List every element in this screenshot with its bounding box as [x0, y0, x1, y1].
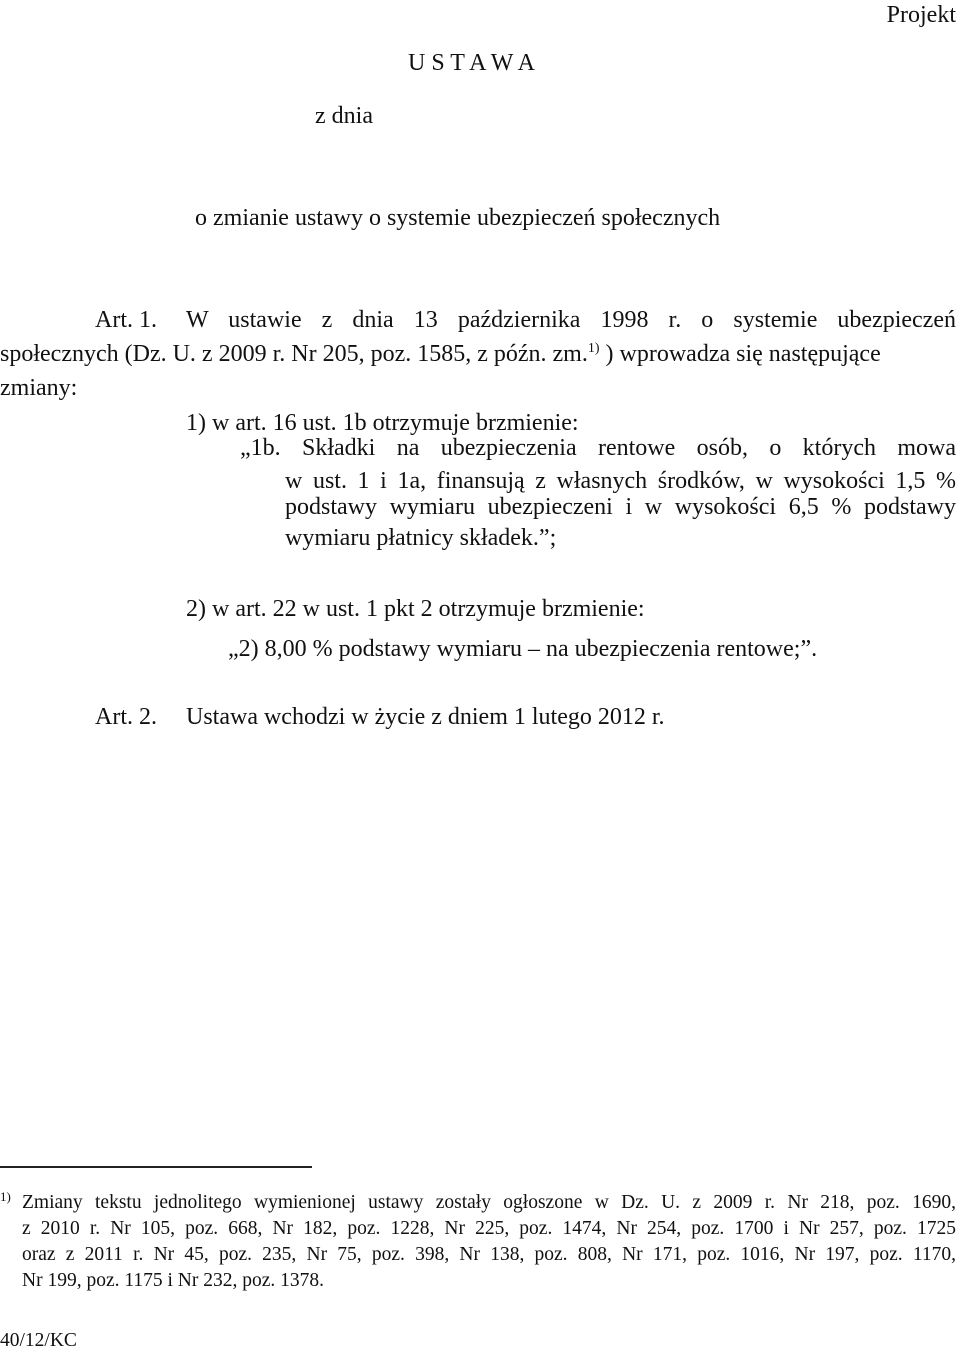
art1-line1 — [186, 305, 956, 335]
footnote-line1 — [22, 1190, 956, 1216]
art1-line2-text: społecznych (Dz. U. z 2009 r. Nr 205, poz. 1585, z późn. zm. — [0, 341, 588, 367]
art2-text: Ustawa wchodzi w życie z dniem 1 lutego 2012 r. — [186, 704, 665, 730]
art1-line2-after: ) wprowadza się następujące — [599, 341, 881, 367]
item1-intro: 1) w art. 16 ust. 1b otrzymuje brzmienie: — [186, 410, 579, 436]
art1-line3: zmiany: — [0, 375, 78, 401]
item2-intro: 2) w art. 22 w ust. 1 pkt 2 otrzymuje brzmienie: — [186, 596, 645, 622]
item1-quote-line1 — [240, 433, 956, 463]
footnote-rule — [0, 1166, 312, 1168]
footnote-marker: 1) — [0, 1189, 11, 1204]
art1-label: Art. 1. — [95, 307, 157, 333]
item1-quote-line2-text: w ust. 1 i 1a, finansują z własnych środków, w wysokości 1,5 % — [285, 468, 956, 494]
footnote-line2-text: z 2010 r. Nr 105, poz. 668, Nr 182, poz. 1228, Nr 225, poz. 1474, Nr 254, poz. 1700 i Nr 257, poz. 1725 — [22, 1218, 956, 1239]
footnote-ref[interactable]: 1) — [587, 341, 600, 356]
act-title: o zmianie ustawy o systemie ubezpieczeń społecznych — [195, 205, 721, 231]
item2-quote: „2) 8,00 % podstawy wymiaru – na ubezpieczenia rentowe;”. — [228, 636, 818, 662]
art1-line1-text: W ustawie z dnia 13 października 1998 r. o systemie ubezpieczeń — [186, 307, 956, 333]
act-heading: U S T A W A — [408, 50, 535, 76]
footnote-line2 — [22, 1216, 956, 1242]
art2-label: Art. 2. — [95, 704, 157, 730]
item1-quote-line3 — [285, 492, 956, 522]
footnote-line1-text: Zmiany tekstu jednolitego wymienionej ustawy zostały ogłoszone w Dz. U. z 2009 r. Nr 218, poz. 1690, — [22, 1192, 956, 1213]
item1-quote-line4: wymiaru płatnicy składek.”; — [285, 525, 557, 551]
item1-quote-line3-text: podstawy wymiaru ubezpieczeni i w wysokości 6,5 % podstawy — [285, 494, 956, 520]
footnote-line3 — [22, 1242, 956, 1268]
item1-quote-line1-text: „1b. Składki na ubezpieczenia rentowe osób, o których mowa — [240, 435, 956, 461]
document-code: 40/12/KC — [0, 1330, 77, 1351]
footnote-line4: Nr 199, poz. 1175 i Nr 232, poz. 1378. — [22, 1270, 325, 1291]
draft-label: Projekt — [886, 2, 956, 28]
footnote-line3-text: oraz z 2011 r. Nr 45, poz. 235, Nr 75, poz. 398, Nr 138, poz. 808, Nr 171, poz. 1016, Nr 197, poz. 1170, — [22, 1244, 956, 1265]
art1-line2 — [0, 339, 881, 369]
date-line: z dnia — [315, 103, 373, 129]
